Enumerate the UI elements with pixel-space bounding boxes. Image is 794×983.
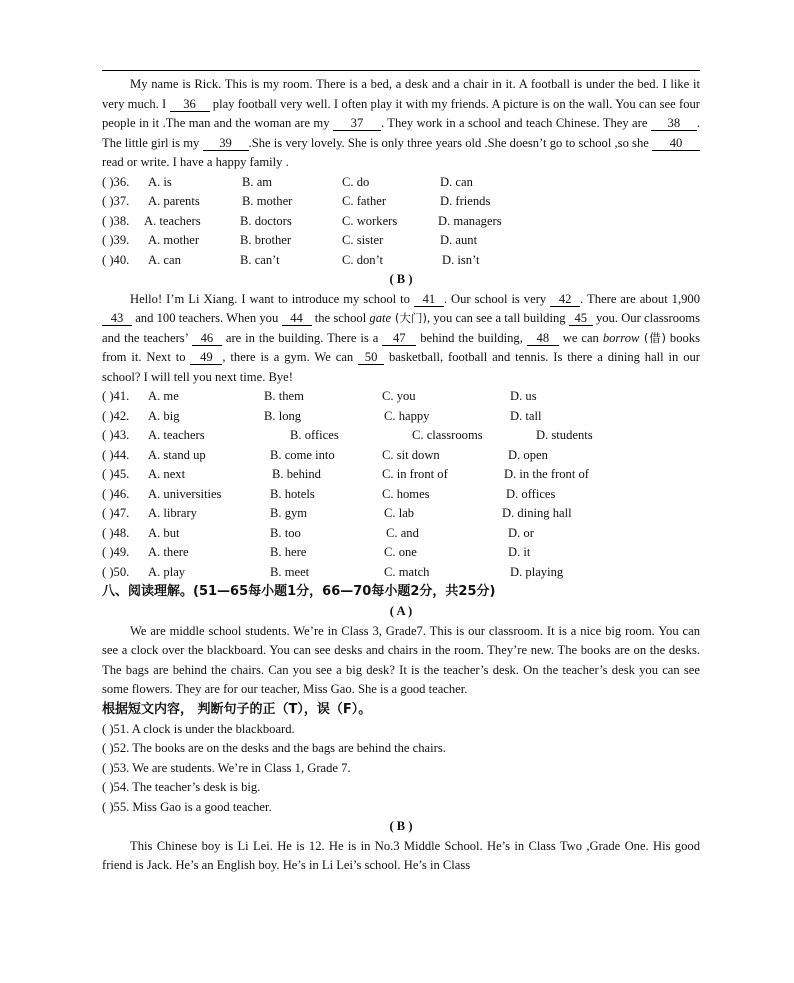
worksheet-page <box>102 70 700 876</box>
blank-46: 46 <box>192 331 222 346</box>
option-row: ( )45. A. next B. behind C. in front of D. in the front of <box>102 467 589 481</box>
option-row: ( )43. A. teachers B. offices C. classrooms D. students <box>102 428 593 442</box>
option-row: ( )41. A. me B. them C. you D. us <box>102 389 537 403</box>
option-row: ( )39. A. mother B. brother C. sister D. aunt <box>102 233 478 247</box>
list-item: ( )55. Miss Gao is a good teacher. <box>102 799 272 814</box>
blank-40: 40 <box>652 136 700 151</box>
cloze-passage-a: My name is Rick. This is my room. There is a bed, a desk and a chair in it. A football is under the bed. I like it very much. I 36 play football very well. I often play it with my friends. A picture is on the wall. You can see four people in it .The man and the woman are my 37 . They work in a school and teach Chinese. They are 38 . The little girl is my 39 .She is very lovely. She is only three years old .She doesn’t go to school ,so she 40read or write. I have a happy family . <box>102 77 700 169</box>
blank-45: 45 <box>569 311 593 326</box>
blank-36: 36 <box>170 97 210 112</box>
option-row: ( )49. A. there B. here C. one D. it <box>102 545 531 559</box>
section-title-b: ( B ) <box>389 272 413 286</box>
reading-passage-b: This Chinese boy is Li Lei. He is 12. He is in No.3 Middle School. He’s in Class Two ,Grade One. His good friend is Jack. He’s an English boy. He’s in Li Lei’s school. He’s in Class <box>102 838 700 872</box>
list-item: ( )52. The books are on the desks and the bags are behind the chairs. <box>102 741 446 755</box>
option-row: ( )50. A. play B. meet C. match D. playing <box>102 564 564 579</box>
options-list-41-50 <box>102 387 700 582</box>
list-item: ( )51. A clock is under the blackboard. <box>102 721 295 736</box>
blank-44: 44 <box>282 311 312 326</box>
section-title-a: ( A ) <box>389 604 413 618</box>
blank-41: 41 <box>414 292 444 307</box>
list-item: ( )54. The teacher’s desk is big. <box>102 780 261 794</box>
option-row: ( )38. A. teachers B. doctors C. workers D. managers <box>102 213 502 228</box>
blank-42: 42 <box>550 292 580 307</box>
option-row: ( )48. A. but B. too C. and D. or <box>102 525 534 540</box>
blank-37: 37 <box>333 116 381 131</box>
reading-passage-a: We are middle school students. We’re in Class 3, Grade7. This is our classroom. It is a nice big room. You can see a clock over the blackboard. You can see desks and chairs in the room. They’re new. The books are on the desks. The bags are behind the chairs. Can you see a big desk? It is the teacher’s desk. On the teacher’s desk you can see some flowers. They are for our teacher, Miss Gao. She is a good teacher. <box>102 623 700 696</box>
options-list-36-40 <box>102 173 700 271</box>
blank-38: 38 <box>651 116 697 131</box>
cloze-passage-b: Hello! I’m Li Xiang. I want to introduce my school to 41 . Our school is very 42 . There are about 1,900 43 and 100 teachers. When you 44 the school gate (大门), you can see a tall building 45 you. Our classrooms and the teachers’ 46 are in the building. There is a 47 behind the building, 48 we can borrow (借) books from it. Next to 49 , there is a gym. We can 50 basketball, football and tennis. Is there a dining hall in our school? I will tell you next time. Bye! <box>102 291 701 384</box>
part-8-heading: 八、阅读理解。(51—65每小题1分，66—70每小题2分，共25分) <box>102 584 496 599</box>
blank-49: 49 <box>190 350 222 365</box>
option-row: ( )37. A. parents B. mother C. father D. friends <box>102 194 491 208</box>
true-false-list <box>102 720 700 818</box>
blank-43: 43 <box>102 311 132 326</box>
section-title-b2: ( B ) <box>389 819 413 833</box>
header-rule <box>102 70 700 71</box>
blank-48: 48 <box>527 331 559 346</box>
option-row: ( )46. A. universities B. hotels C. homes D. offices <box>102 486 556 501</box>
blank-50: 50 <box>358 350 384 365</box>
blank-47: 47 <box>382 331 416 346</box>
blank-39: 39 <box>203 136 249 151</box>
option-row: ( )42. A. big B. long C. happy D. tall <box>102 408 542 423</box>
true-false-instructions: 根据短文内容， 判断句子的正（T），误（F）。 <box>102 701 372 717</box>
option-row: ( )44. A. stand up B. come into C. sit down D. open <box>102 447 548 462</box>
option-row: ( )47. A. library B. gym C. lab D. dining hall <box>102 506 572 520</box>
option-row: ( )40. A. can B. can’t C. don’t D. isn’t <box>102 252 480 267</box>
option-row: ( )36. A. is B. am C. do D. can <box>102 174 473 189</box>
list-item: ( )53. We are students. We’re in Class 1, Grade 7. <box>102 760 351 775</box>
